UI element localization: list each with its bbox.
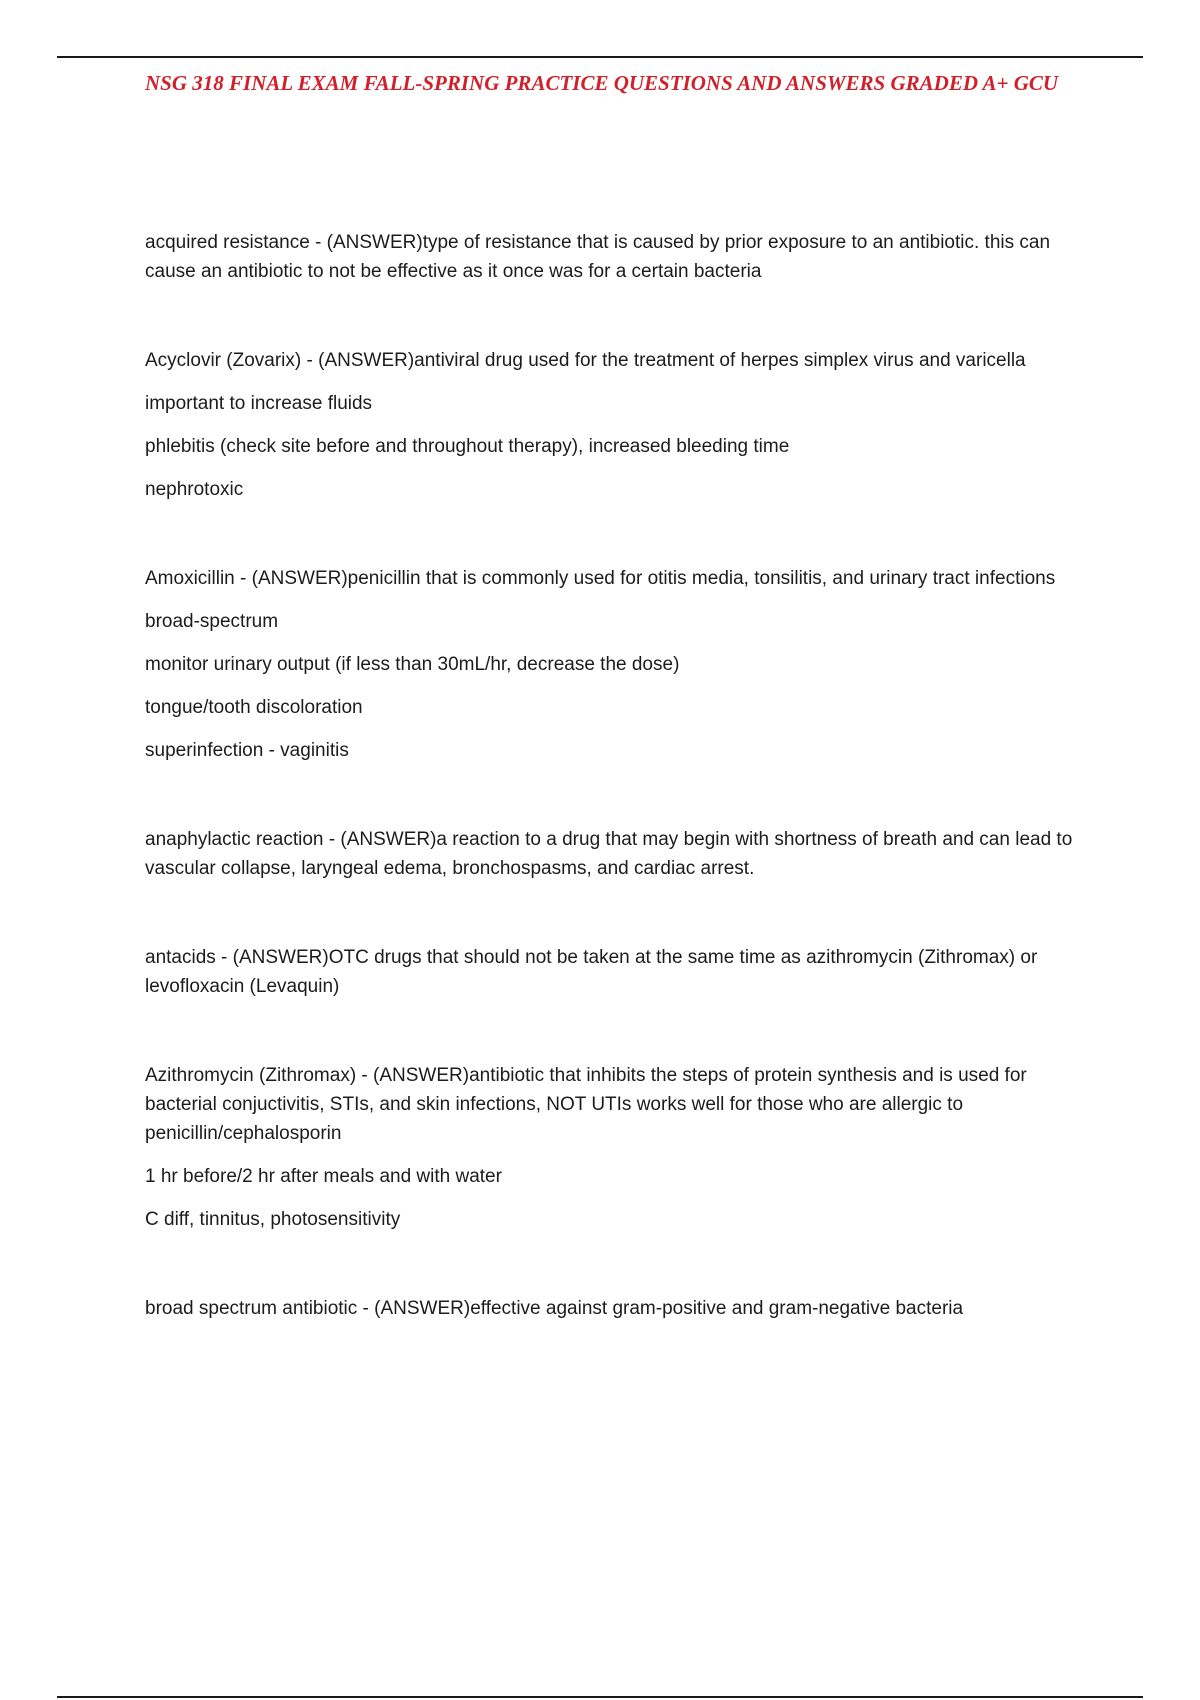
entry-note: monitor urinary output (if less than 30mL/hr, decrease the dose) — [145, 654, 680, 675]
entry-azithromycin — [145, 1061, 1095, 1234]
entry-text: broad spectrum antibiotic - (ANSWER)effective against gram-positive and gram-negative bacteria — [145, 1298, 964, 1319]
entry-text: anaphylactic reaction - (ANSWER)a reaction to a drug that may begin with shortness of breath and can lead to vascular collapse, laryngeal edema, bronchospasms, and cardiac arrest. — [145, 829, 1073, 879]
header-rule — [57, 56, 1143, 58]
entry-note: tongue/tooth discoloration — [145, 697, 363, 718]
entry-note: phlebitis (check site before and throughout therapy), increased bleeding time — [145, 436, 790, 457]
entry-text: antacids - (ANSWER)OTC drugs that should not be taken at the same time as azithromycin (Zithromax) or levofloxacin (Levaquin) — [145, 947, 1038, 997]
entry-broad-spectrum-antibiotic — [145, 1294, 1095, 1323]
entry-acyclovir — [145, 346, 1095, 504]
entry-text: acquired resistance - (ANSWER)type of resistance that is caused by prior exposure to an antibiotic. this can cause an antibiotic to not be effective as it once was for a certain bacteria — [145, 232, 1051, 282]
entry-note: C diff, tinnitus, photosensitivity — [145, 1209, 401, 1230]
entry-acquired-resistance — [145, 228, 1095, 286]
entry-note: nephrotoxic — [145, 479, 244, 500]
entry-text: Azithromycin (Zithromax) - (ANSWER)antibiotic that inhibits the steps of protein synthesis and is used for bacterial conjuctivitis, STIs, and skin infections, NOT UTIs works well for those who are allergic to penicillin/cephalosporin — [145, 1065, 1027, 1144]
document-title: NSG 318 FINAL EXAM FALL-SPRING PRACTICE QUESTIONS AND ANSWERS GRADED A+ GCU — [145, 71, 1059, 95]
entry-note: superinfection - vaginitis — [145, 740, 349, 761]
footer-rule — [57, 1696, 1143, 1698]
entry-text: Amoxicillin - (ANSWER)penicillin that is commonly used for otitis media, tonsilitis, and urinary tract infections — [145, 568, 1056, 589]
entry-amoxicillin — [145, 564, 1095, 765]
entry-antacids — [145, 943, 1095, 1001]
entry-text: Acyclovir (Zovarix) - (ANSWER)antiviral drug used for the treatment of herpes simplex virus and varicella — [145, 350, 1026, 371]
flashcard-list — [145, 228, 1095, 1323]
entry-note: important to increase fluids — [145, 393, 373, 414]
entry-note: broad-spectrum — [145, 611, 279, 632]
entry-anaphylactic-reaction — [145, 825, 1095, 883]
entry-note: 1 hr before/2 hr after meals and with water — [145, 1166, 502, 1187]
